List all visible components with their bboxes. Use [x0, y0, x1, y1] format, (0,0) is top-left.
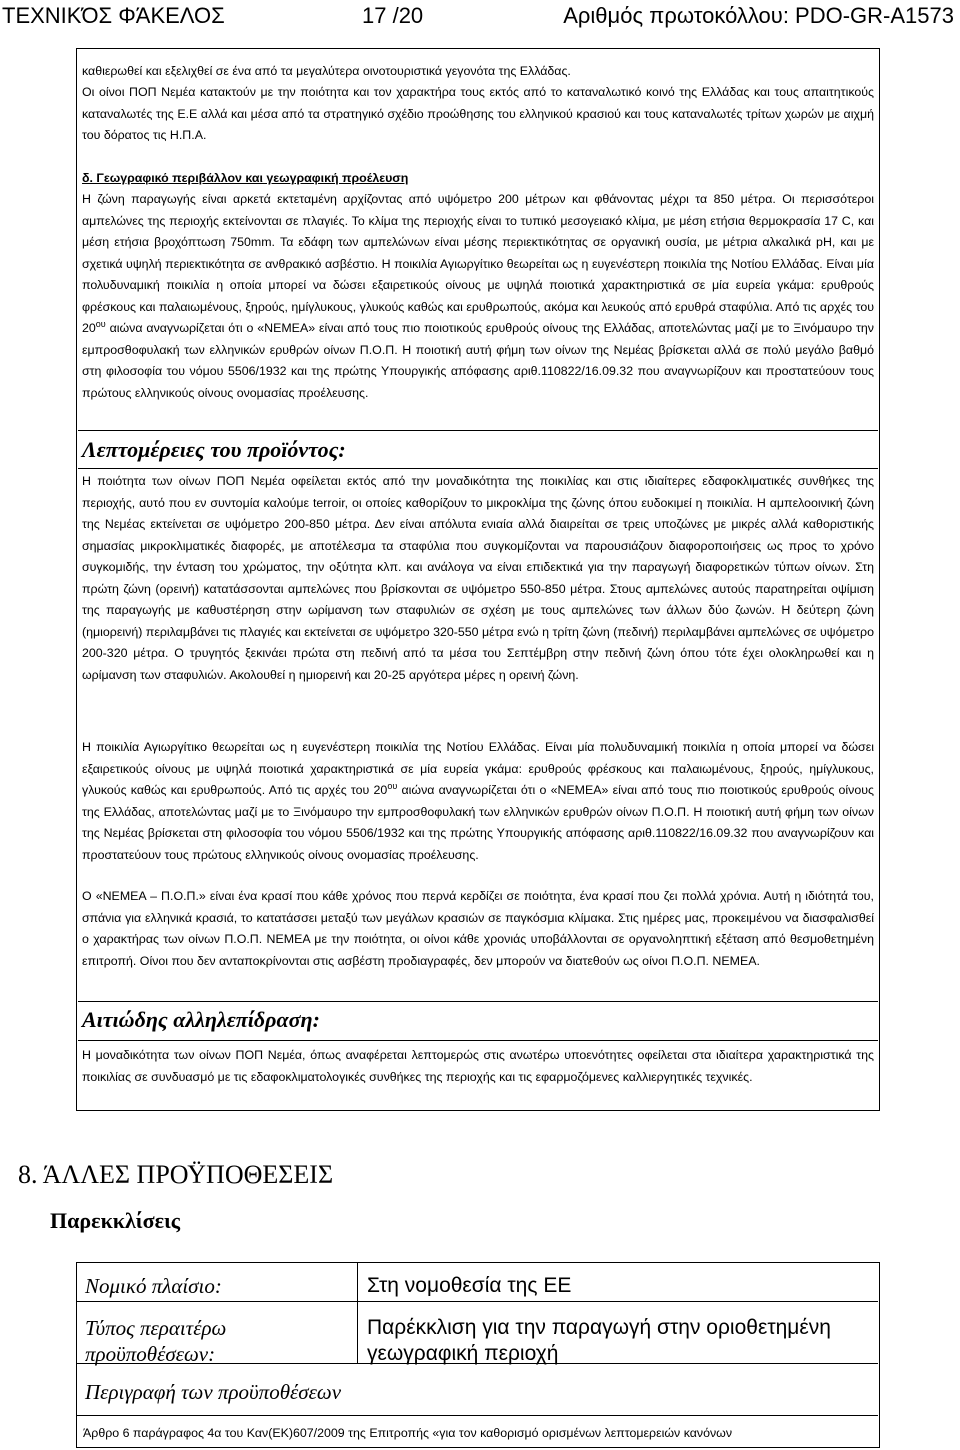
- document-type-label: ΤΕΧΝΙΚΌΣ ΦΆΚΕΛΟΣ: [2, 3, 225, 28]
- condition-type-label: Τύπος περαιτέρω προϋποθέσεων:: [85, 1316, 227, 1366]
- product-paragraph-2: [82, 737, 874, 866]
- page-number: 17 /20: [362, 3, 424, 28]
- product-superscript: ου: [387, 780, 398, 791]
- intro-paragraph-2: Οι οίνοι ΠΟΠ Νεμέα κατακτούν με την ποιότητα και τον χαρακτήρα τους εκτός από το καταναλωτικό κοινό της Ελλάδας και τους απαιτητικούς καταναλωτές της Ε.Ε αλλά και μέσα από τα στρατηγικό σχέδιο προώθησης του ελληνικού κρασιού και τους καταναλωτές τρίτων χωρών με αιχμή του δόρατος τις Η.Π.Α.: [82, 85, 874, 142]
- geo-heading-text: δ. Γεωγραφικό περιβάλλον και γεωγραφική προέλευση: [82, 171, 409, 185]
- legal-framework-value: Στη νομοθεσία της ΕΕ: [367, 1274, 572, 1297]
- derogation-table: [76, 1262, 880, 1448]
- chapter-subtitle: Παρεκκλίσεις: [50, 1208, 181, 1233]
- protocol-number: Αριθμός πρωτοκόλλου: PDO-GR-A1573: [563, 3, 954, 28]
- product-paragraph-1: Η ποιότητα των οίνων ΠΟΠ Νεμέα οφείλεται εκτός από την μοναδικότητα της ποικιλίας και στις ιδιαίτερες εδαφοκλιματικές συνθήκες της περιοχής, αυτό που εν συντομία καλούμε terroir, οι οποίες καθορίζουν το μικροκλίμα της ζώνης όπου ευδοκιμεί η ποικιλία. Η αμπελοοινική ζώνη της Νεμέας εκτείνεται σε υψόμετρο 200-850 μέτρα. Δεν είναι απόλυτα ενιαία αλλά διαιρείται σε τρεις υποζώνες με μικρές αλλά καθοριστικής σημασίας μικροκλιματικές διαφορές, με αποτέλεσμα τα σταφύλια που συγκομίζονται να παρουσιάζουν διαφοροποιήσεις ως προς το χρόνο συγκομιδής, την ένταση του χρώματος, την οξύτητα κλπ. και ανάλογα να είναι επιδεκτικά για την παραγωγή διαφορετικών τύπων οίνων. Στη πρώτη ζώνη (ορεινή) κατατάσσονται αμπελώνες που βρίσκονται σε υψόμετρο 550-850 μέτρα. Στους αμπελώνες αυτούς παρατηρείται οψίμιση της παραγωγής με καθυστέρηση στην ωρίμανση των σταφυλιών σε σχέση με τους αμπελώνες των άλλων δύο ζωνών. Η δεύτερη ζώνη (ημιορεινή) περιλαμβάνει τις πλαγιές και εκτείνεται σε υψόμετρο 320-550 μέτρα ενώ η τρίτη ζώνη (πεδινή) περιλαμβάνει αμπελώνες σε υψόμετρο 200-320 μέτρα. Ο τρυγητός ξεκινάει πρώτα στη πεδινή από τα μέσα του Σεπτέμβρη στην πεδινή ζώνη όπου τότε έχει ολοκληρωθεί και η ωρίμανση των σταφυλιών. Ακολουθεί η ημιορεινή και 20-25 αργότερα μέρες η ορεινή ζώνη.: [82, 474, 874, 682]
- chapter-title: 8. ΆΛΛΕΣ ΠΡΟΫΠΟΘΕΣΕΙΣ: [18, 1160, 334, 1189]
- intro-paragraph-1: καθιερωθεί και εξελιχθεί σε ένα από τα μεγαλύτερα οινοτουριστικά γεγονότα της Ελλάδας.: [82, 64, 571, 78]
- product-text-c: αιώνα αναγνωρίζεται ότι ο «ΝΕΜΕΑ» είναι από τους πιο ποιοτικούς ερυθρούς οίνους της Ελλάδας, αποτελώντας μαζί με το Ξινόμαυρο την εμπροσθοφυλακή των ελληνικών ερυθρών οίνων Π.Ο.Π. Η ποιοτική αυτή φήμη των οίνων της Νεμέας βρίσκεται στη φιλοσοφία του νόμου 5506/1932 και της πρώτης Υπουργικής απόφασης αριθ.110822/16.09.32 που αναγνωρίζουν και προστατεύουν τους πρώτους ελληνικούς οίνους ονομασίας προέλευσης.: [82, 783, 874, 862]
- section-divider: [78, 1001, 878, 1002]
- geo-paragraph: [82, 189, 874, 404]
- table-row-divider: [77, 1301, 878, 1302]
- legal-framework-label: Νομικό πλαίσιο:: [85, 1274, 222, 1298]
- condition-description-label: Περιγραφή των προϋποθέσεων: [85, 1380, 342, 1404]
- geo-text-b: αιώνα αναγνωρίζεται ότι ο «ΝΕΜΕΑ» είναι από τους πιο ποιοτικούς ερυθρούς οίνους της Ελλάδας, αποτελώντας μαζί με το Ξινόμαυρο την εμπροσθοφυλακή των ελληνικών ερυθρών οίνων Π.Ο.Π. Η ποιοτική αυτή φήμη των οίνων της Νεμέας βρίσκεται αλλά σε πολύ μεγάλο βαθμό στη φιλοσοφία του νόμου 5506/1932 και της πρώτης Υπουργικής απόφασης αριθ.110822/16.09.32 που αναγνωρίζουν και προστατεύουν τους πρώτους ελληνικούς οίνους ονομασίας προέλευσης.: [82, 321, 874, 400]
- product-details-heading: Λεπτομέρειες του προϊόντος:: [82, 437, 346, 462]
- condition-type-value: Παρέκκλιση για την παραγωγή στην οριοθετημένη γεωγραφική περιοχή: [367, 1316, 831, 1365]
- causal-paragraph: Η μοναδικότητα των οίνων ΠΟΠ Νεμέα, όπως αναφέρεται λεπτομερώς στις ανωτέρω υποενότητες οφείλεται στα ιδιαίτερα χαρακτηριστικά της ποικιλίας σε συνδυασμό με τις εδαφοκλιματολογικές συνθήκες της περιοχής και τις εφαρμοζόμενες καλλιεργητικές τεχνικές.: [82, 1048, 874, 1084]
- table-column-divider: [357, 1263, 358, 1363]
- section-divider: [78, 430, 878, 431]
- geo-heading: [82, 168, 874, 190]
- section-divider: [78, 468, 878, 469]
- section-divider: [78, 1040, 878, 1041]
- table-row-divider: [77, 1415, 878, 1416]
- product-paragraph-3: Ο «ΝΕΜΕΑ – Π.Ο.Π.» είναι ένα κρασί που κάθε χρόνος που περνά κερδίζει σε ποιότητα, ένα κρασί που ζει πολλά χρόνια. Αυτή η ιδιότητά του, σπάνια για ελληνικά κρασιά, το κατατάσσει μεταξύ των μεγάλων κρασιών σε παγκόσμια κλίμακα. Στις ημέρες μας, προκειμένου να διασφαλισθεί ο χαρακτήρας των οίνων Π.Ο.Π. ΝΕΜΕΑ με την ποιότητα, οι οίνοι κάθε χρονιάς υποβάλλονται σε οργανοληπτική εξέταση από θεσμοθετημένη επιτροπή. Οίνοι που δεν ανταποκρίνονται στις ασβέστη προδιαγραφές, δεν μπορούν να διατεθούν ως οίνοι Π.Ο.Π. ΝΕΜΕΑ.: [82, 889, 874, 968]
- geo-text-a: Η ζώνη παραγωγής είναι αρκετά εκτεταμένη αρχίζοντας από υψόμετρο 200 μέτρων και φθάνοντας μέχρι τα 850 μέτρα. Οι περισσότεροι αμπελώνες της περιοχής εκτείνονται σε πλαγιές. Το κλίμα της περιοχής είναι το τυπικό μεσογειακό κλίμα, με μέση ετήσια θερμοκρασία 17 C, και μέση ετήσια βροχόπτωση 750mm. Τα εδάφη των αμπελώνων είναι μέσης περιεκτικότητας σε οργανική ουσία, με μέτρια αλκαλικά pH, και με σχετικά υψηλή περιεκτικότητα σε ανθρακικό ασβέστιο. Η ποικιλία Αγιωργίτικο θεωρείται ως η ευγενέστερη ποικιλία της Νοτίου Ελλάδας. Είναι μία πολυδυναμική ποικιλία η οποία μπορεί να δώσει εξαιρετικούς οίνους με υψηλά ποιοτικά χαρακτηριστικά σε μία ευρεία γκάμα: ερυθρούς φρέσκους και παλαιωμένους, ξηρούς, ημίγλυκους, γλυκούς καθώς και ερυθρωπούς, ακόμα και λευκούς από ερυθρά σταφύλια. Από τις αρχές του 20: [82, 192, 874, 335]
- page-header: [0, 0, 960, 32]
- causal-interaction-heading: Αιτιώδης αλληλεπίδραση:: [82, 1007, 320, 1032]
- product-text-b: Η ποικιλία Αγιωργίτικο θεωρείται ως η ευγενέστερη ποικιλία της Νοτίου Ελλάδας. Είναι μία πολυδυναμική ποικιλία η οποία μπορεί να δώσει εξαιρετικούς οίνους με υψηλά ποιοτικά χαρακτηριστικά σε μία ευρεία γκάμα: ερυθρούς φρέσκους και παλαιωμένους, ξηρούς, ημίγλυκους, γλυκούς καθώς και ερυθρωπούς. Από τις αρχές του 20: [82, 740, 874, 797]
- geo-superscript: ου: [95, 318, 106, 329]
- regulation-reference: Άρθρο 6 παράγραφος 4α του Καν(ΕΚ)607/2009 της Επιτροπής «για τον καθορισμό ορισμένων λεπτομερειών κανόνων: [83, 1426, 733, 1440]
